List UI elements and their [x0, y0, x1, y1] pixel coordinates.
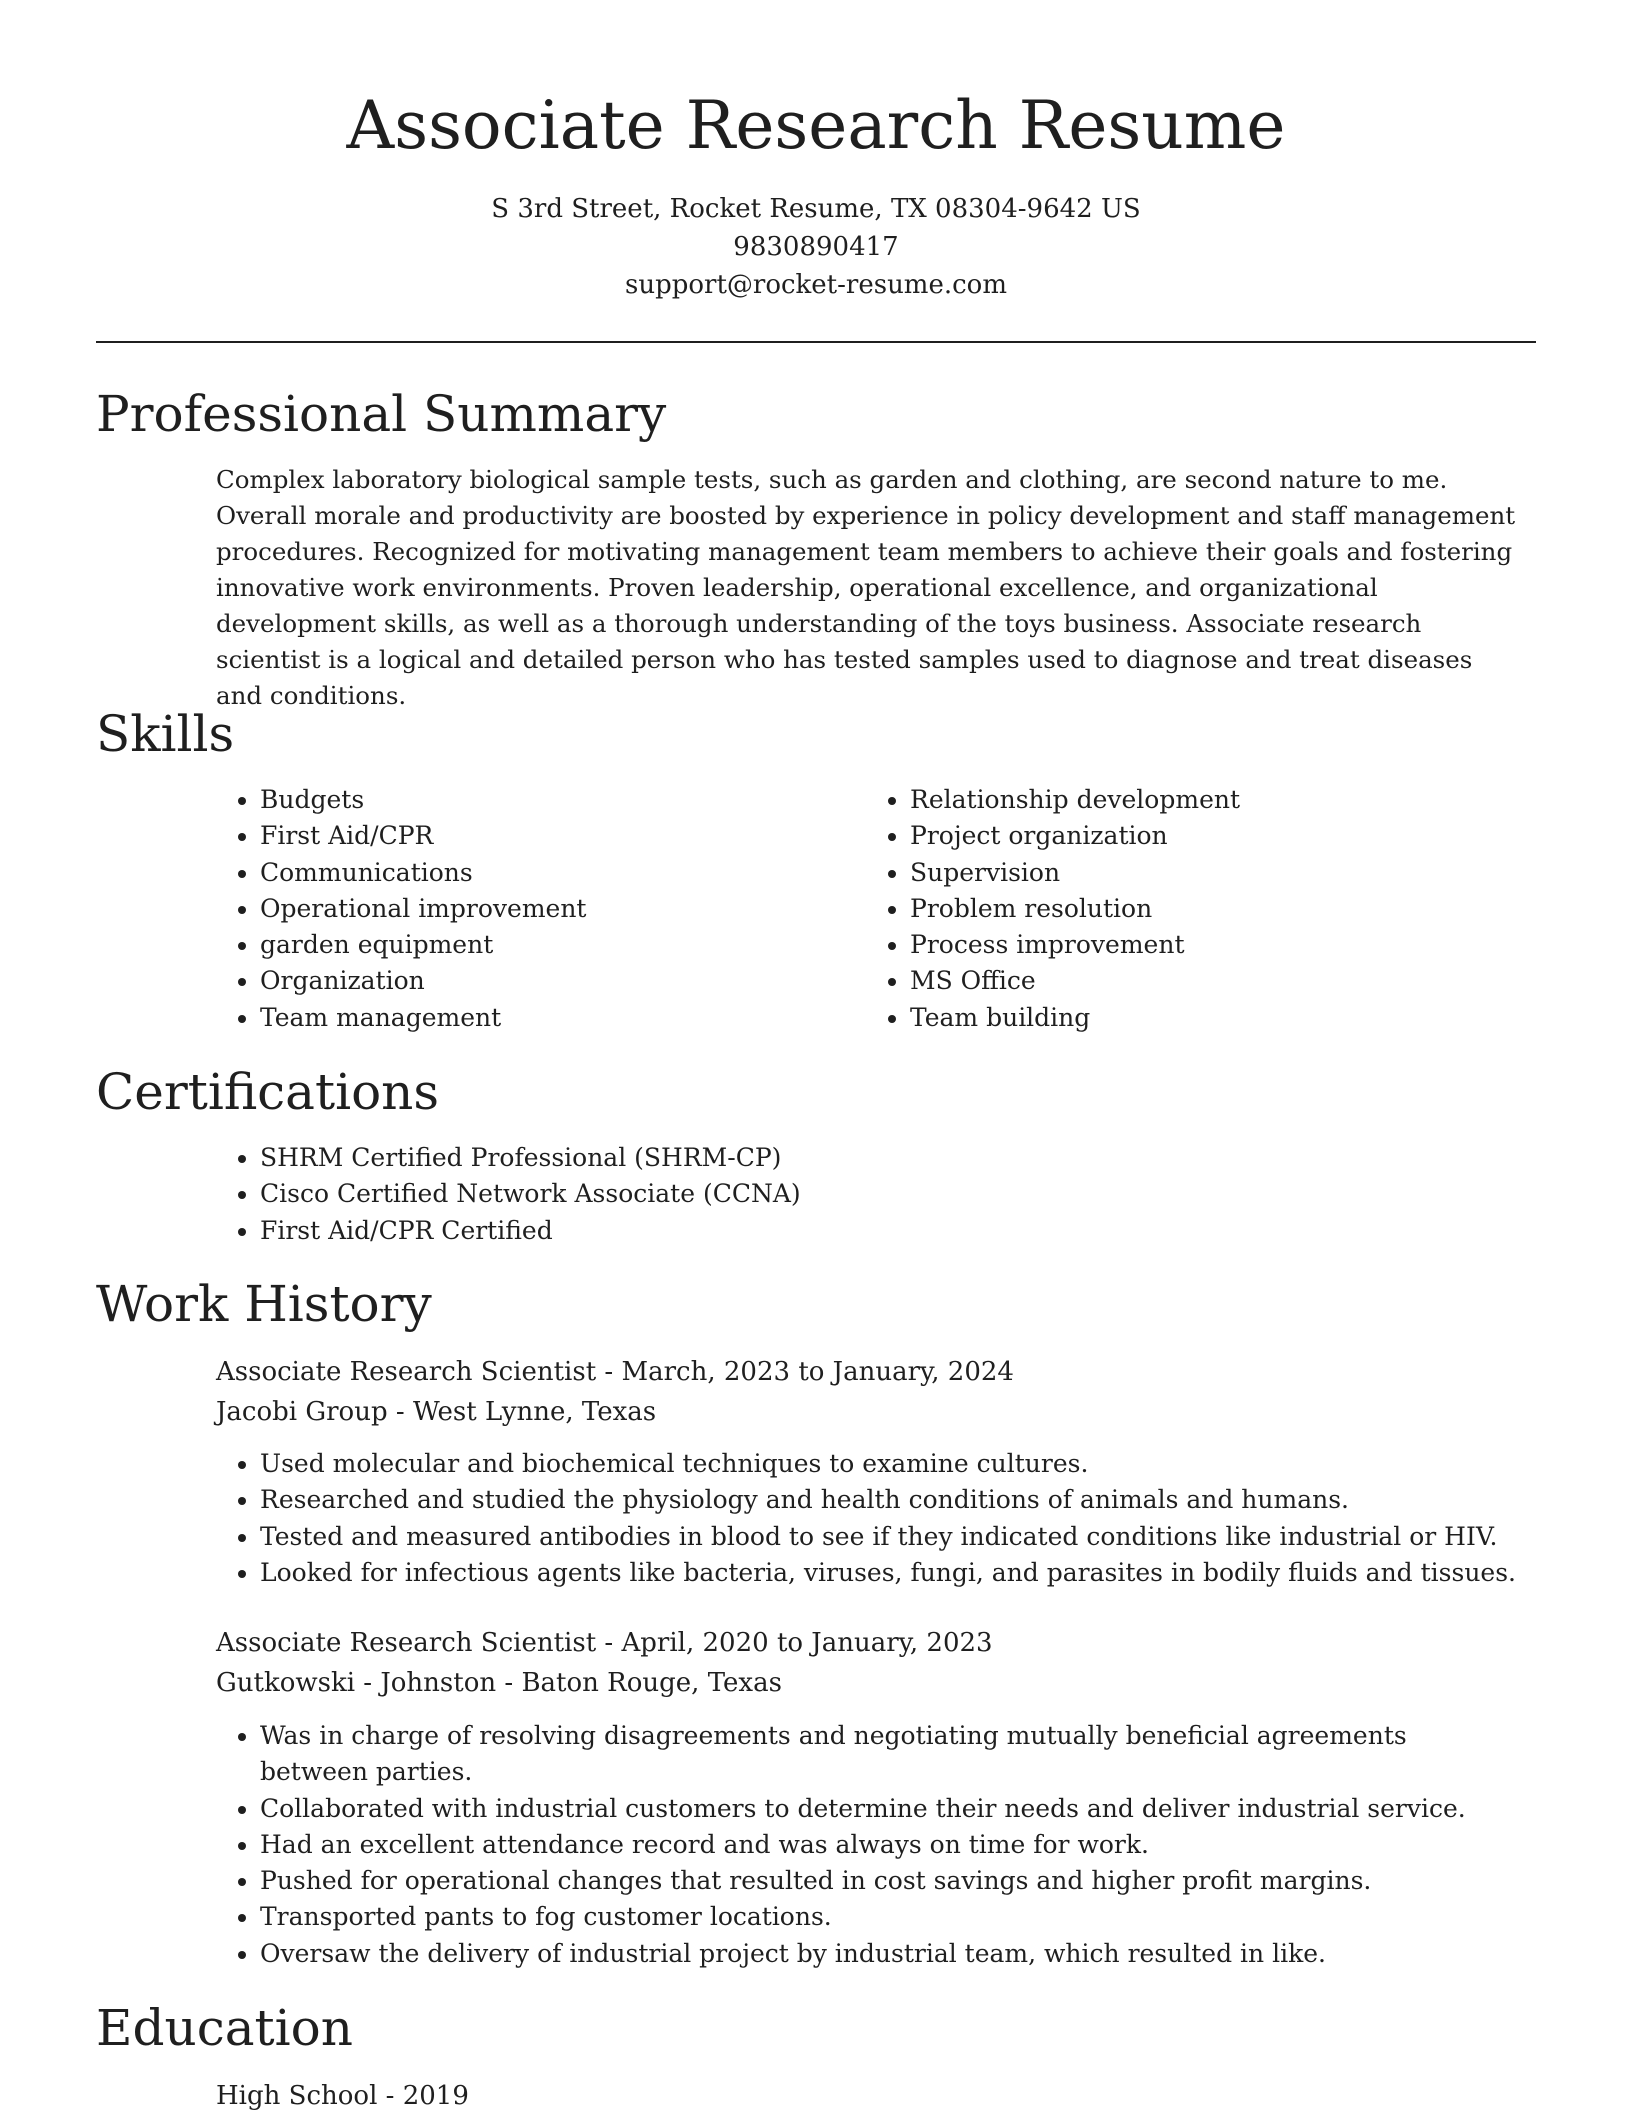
job-title-line [216, 1623, 993, 1663]
job-dates: March, 2023 to January, 2024 [621, 1357, 1014, 1387]
separator: - [596, 1357, 622, 1387]
list-item: • Organization [260, 963, 860, 999]
separator: - [596, 1628, 622, 1658]
list-item: • Cisco Certified Network Associate (CCNA) [260, 1176, 1560, 1212]
contact-email: support@rocket-resume.com [624, 270, 1007, 300]
skills-heading: Skills [96, 705, 235, 763]
job-location: West Lynne, Texas [412, 1397, 657, 1427]
list-item: • Had an excellent attendance record and was always on time for work. [260, 1827, 1510, 1863]
list-item: • Used molecular and biochemical techniques to examine cultures. [260, 1446, 1580, 1482]
job-company-line [216, 1392, 656, 1432]
list-item: • Oversaw the delivery of industrial project by industrial team, which resulted in like. [260, 1936, 1510, 1972]
list-item: • Tested and measured antibodies in blood to see if they indicated conditions like industrial or HIV. [260, 1519, 1580, 1555]
contact-phone: 9830890417 [733, 232, 899, 262]
list-item: • MS Office [910, 963, 1550, 999]
job-title: Associate Research Scientist [216, 1357, 597, 1387]
certifications-heading: Certifications [96, 1063, 440, 1121]
list-item: • Problem resolution [910, 891, 1550, 927]
education-year: 2019 [402, 2081, 469, 2111]
skills-list-right [866, 782, 1550, 1036]
skills-list-left [216, 782, 860, 1036]
job-bullets [216, 1446, 1580, 1591]
resume-title: Associate Research Resume [346, 87, 1286, 164]
list-item: • Process improvement [910, 927, 1550, 963]
list-item: • Supervision [910, 855, 1550, 891]
job-title-line [216, 1352, 1014, 1392]
list-item: • SHRM Certified Professional (SHRM-CP) [260, 1140, 1560, 1176]
list-item: • Project organization [910, 818, 1550, 854]
list-item: • Researched and studied the physiology and health conditions of animals and humans. [260, 1482, 1580, 1518]
list-item: • Pushed for operational changes that resulted in cost savings and higher profit margins. [260, 1863, 1510, 1899]
list-item: • Communications [260, 855, 860, 891]
education-degree: High School [216, 2081, 378, 2111]
summary-text: Complex laboratory biological sample tests, such as garden and clothing, are second nature to me. Overall morale and productivity are boosted by experience in policy development and staff management procedures. Recognized for motivating management team members to achieve their goals and fostering innovative work environments. Proven leadership, operational excellence, and organizational development skills, as well as a thorough understanding of the toys business. Associate research scientist is a logical and detailed person who has tested samples used to diagnose and treat diseases and conditions. [216, 465, 1516, 710]
list-item: • Looked for infectious agents like bacteria, viruses, fungi, and parasites in bodily fluids and tissues. [260, 1555, 1580, 1591]
list-item: • Was in charge of resolving disagreements and negotiating mutually beneficial agreements between parties. [260, 1718, 1510, 1791]
list-item: • Collaborated with industrial customers to determine their needs and deliver industrial service. [260, 1791, 1510, 1827]
job-company: Jacobi Group [216, 1397, 388, 1427]
certifications-list [216, 1140, 1560, 1249]
separator: - [387, 1397, 413, 1427]
job-location: Baton Rouge, Texas [521, 1668, 782, 1698]
work-history-heading: Work History [96, 1275, 432, 1333]
job-company: Gutkowski - Johnston [216, 1668, 497, 1698]
separator: - [377, 2081, 403, 2111]
list-item: • garden equipment [260, 927, 860, 963]
separator: - [496, 1668, 522, 1698]
job-company-line [216, 1663, 782, 1703]
list-item: • Budgets [260, 782, 860, 818]
contact-address: S 3rd Street, Rocket Resume, TX 08304-9642 US [491, 194, 1141, 224]
education-heading: Education [96, 1999, 353, 2057]
header-divider [96, 341, 1536, 343]
education-line [216, 2076, 469, 2116]
job-dates: April, 2020 to January, 2023 [621, 1628, 993, 1658]
list-item: • Team building [910, 1000, 1550, 1036]
summary-heading: Professional Summary [96, 385, 667, 443]
list-item: • First Aid/CPR Certified [260, 1213, 1560, 1249]
list-item: • Team management [260, 1000, 860, 1036]
job-title: Associate Research Scientist [216, 1628, 597, 1658]
list-item: • Relationship development [910, 782, 1550, 818]
list-item: • Operational improvement [260, 891, 860, 927]
list-item: • First Aid/CPR [260, 818, 860, 854]
list-item: • Transported pants to fog customer locations. [260, 1899, 1510, 1935]
job-bullets [216, 1718, 1510, 1972]
